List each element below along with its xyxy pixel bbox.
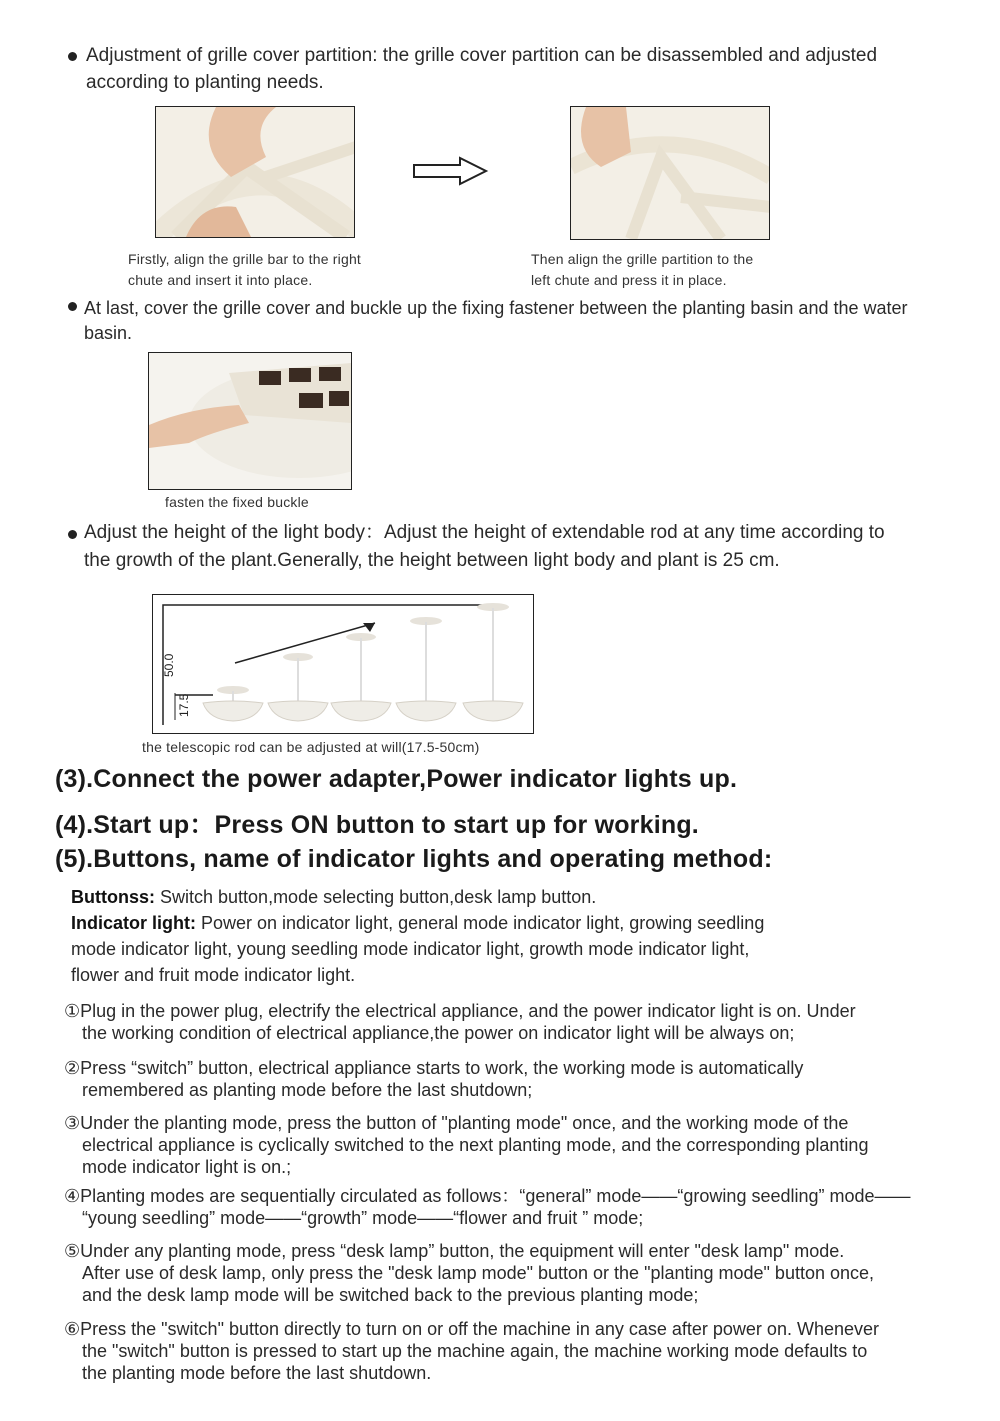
step-item-4: [64, 1185, 979, 1229]
step-6-line3: the planting mode before the last shutdown.: [82, 1363, 432, 1383]
caption-step-two-line1: Then align the grille partition to the: [531, 251, 754, 267]
bullet-cover-line2: basin.: [84, 323, 133, 343]
step-1-line1: ①Plug in the power plug, electrify the electrical appliance, and the power indicator light is on. Under: [64, 1001, 856, 1021]
step-item-5: [64, 1240, 979, 1306]
bullet-grille-adjustment: [86, 42, 986, 96]
telescopic-rod-diagram: [152, 594, 534, 734]
arrow-right-icon: [412, 156, 490, 186]
buckle-illustration: [149, 353, 351, 489]
heading-start-up: (4).Start up：Press ON button to start up for working.: [55, 811, 699, 839]
step-2-line1: ②Press “switch” button, electrical appliance starts to work, the working mode is automatically: [64, 1058, 804, 1078]
lamp-stage-4: [396, 617, 456, 721]
bullet-cover-line1: At last, cover the grille cover and buckle up the fixing fastener between the planting basin and the water: [84, 298, 908, 318]
indicator-info-line2: mode indicator light, young seedling mode indicator light, growth mode indicator light,: [71, 939, 750, 959]
bullet-adjust-height: [84, 519, 989, 575]
buttons-info-label: Buttonss:: [71, 887, 155, 907]
bullet-height-line2: the growth of the plant.Generally, the height between light body and plant is 25 cm.: [84, 550, 780, 571]
heading-connect-adapter: (3).Connect the power adapter,Power indicator lights up.: [55, 765, 738, 793]
bullet-marker: [68, 302, 77, 311]
grille-press-illustration: [571, 107, 769, 239]
lamp-stage-2: [268, 653, 328, 721]
caption-buckle: fasten the fixed buckle: [165, 494, 309, 510]
step-6-line2: the "switch" button is pressed to start up the machine again, the machine working mode defaults to: [82, 1341, 868, 1361]
bullet-grille-line1: Adjustment of grille cover partition: the grille cover partition can be disassembled and adjusted: [86, 45, 878, 66]
photo-press-grille-partition: [570, 106, 770, 240]
step-5-line2: After use of desk lamp, only press the "desk lamp mode" button or the "planting mode" button once,: [82, 1263, 875, 1283]
lamp-stage-5: [463, 603, 523, 721]
lamp-stage-1: [203, 686, 263, 721]
label-max-height: 50.0: [162, 653, 176, 677]
bullet-height-line1: Adjust the height of the light body：Adjust the height of extendable rod at any time according to: [84, 522, 885, 543]
step-item-2: [64, 1057, 979, 1101]
step-6-line1: ⑥Press the "switch" button directly to turn on or off the machine in any case after power on. Whenever: [64, 1319, 879, 1339]
rod-height-illustration: [153, 595, 533, 733]
caption-step-one: [128, 249, 361, 291]
lamp-stage-3: [331, 633, 391, 721]
bullet-marker: [68, 52, 77, 61]
bullet-grille-line2: according to planting needs.: [86, 72, 324, 93]
bullet-cover-grille: [84, 296, 984, 346]
heading-buttons-indicators: (5).Buttons, name of indicator lights and operating method:: [55, 845, 773, 873]
step-5-line3: and the desk lamp mode will be switched back to the previous planting mode;: [82, 1285, 699, 1305]
label-min-height: 17.5: [177, 693, 191, 717]
step-3-line1: ③Under the planting mode, press the button of "planting mode" once, and the working mode of the: [64, 1113, 849, 1133]
caption-step-two-line2: left chute and press it in place.: [531, 272, 727, 288]
step-3-line3: mode indicator light is on.;: [82, 1157, 292, 1177]
step-4-line1: ④Planting modes are sequentially circulated as follows：“general” mode——“growing seedling” mode——: [64, 1186, 911, 1206]
indicator-info-line3: flower and fruit mode indicator light.: [71, 965, 356, 985]
indicator-info-label: Indicator light:: [71, 913, 196, 933]
photo-insert-grille-bar: [155, 106, 355, 238]
caption-step-one-line2: chute and insert it into place.: [128, 272, 313, 288]
step-3-line2: electrical appliance is cyclically switched to the next planting mode, and the corresponding planting: [82, 1135, 869, 1155]
photo-fasten-buckle: [148, 352, 352, 490]
indicator-info-line1: Power on indicator light, general mode indicator light, growing seedling: [196, 913, 765, 933]
grille-insert-illustration: [156, 107, 354, 237]
step-item-1: [64, 1000, 979, 1044]
step-2-line2: remembered as planting mode before the last shutdown;: [82, 1080, 533, 1100]
buttons-info-text: Switch button,mode selecting button,desk lamp button.: [155, 887, 597, 907]
caption-telescopic-rod: the telescopic rod can be adjusted at will(17.5-50cm): [142, 739, 480, 755]
step-item-6: [64, 1318, 979, 1384]
step-5-line1: ⑤Under any planting mode, press “desk lamp” button, the equipment will enter "desk lamp" mode.: [64, 1241, 845, 1261]
buttons-info: [71, 884, 971, 910]
bullet-marker: [68, 530, 77, 539]
indicator-info: [71, 910, 971, 988]
step-item-3: [64, 1112, 979, 1178]
step-4-line2: “young seedling” mode——“growth” mode——“flower and fruit ” mode;: [82, 1208, 644, 1228]
caption-step-one-line1: Firstly, align the grille bar to the right: [128, 251, 362, 267]
step-1-line2: the working condition of electrical appliance,the power on indicator light will be always on;: [82, 1023, 795, 1043]
caption-step-two: [531, 249, 753, 291]
